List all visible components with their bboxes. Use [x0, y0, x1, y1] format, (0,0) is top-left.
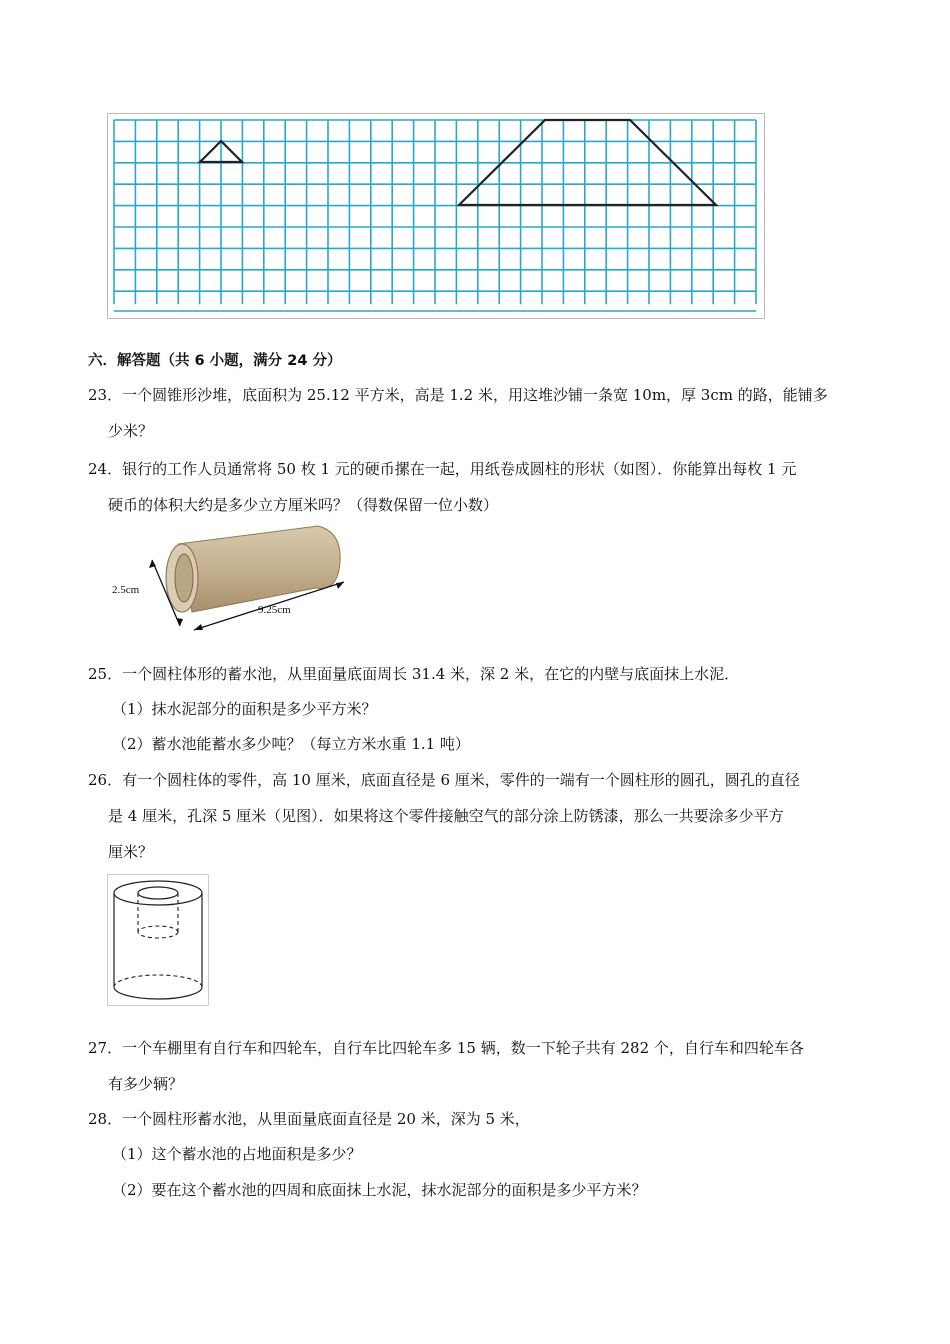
tube-hole — [175, 554, 193, 602]
q25-sub2: （2）蓄水池能蓄水多少吨？（每立方米水重 1.1 吨） — [112, 735, 470, 753]
outer-bottom-back-arc — [114, 975, 202, 987]
figure-border — [108, 875, 209, 1006]
q28-line1: 28．一个圆柱形蓄水池，从里面量底面直径是 20 米，深为 5 米， — [88, 1110, 530, 1128]
diameter-arrow-bottom — [176, 618, 183, 626]
hole-top-ellipse — [138, 887, 178, 899]
length-arrow-left — [194, 624, 203, 630]
q28-sub1: （1）这个蓄水池的占地面积是多少？ — [112, 1145, 362, 1163]
length-arrow-right — [336, 582, 344, 589]
q24-line2: 硬币的体积大约是多少立方厘米吗？（得数保留一位小数） — [108, 496, 499, 514]
q23-line2: 少米？ — [108, 422, 154, 440]
grid-border — [108, 114, 765, 319]
section-heading: 六．解答题（共 6 小题，满分 24 分） — [88, 353, 342, 369]
q25-sub1: （1）抹水泥部分的面积是多少平方米？ — [112, 700, 377, 718]
coin-roll-figure — [112, 522, 344, 634]
hole-bottom-ellipse — [138, 926, 178, 938]
tube-body — [178, 526, 340, 612]
outer-top-ellipse — [114, 881, 202, 905]
q27-line1: 27．一个车棚里有自行车和四轮车，自行车比四轮车多 15 辆，数一下轮子共有 282 个，自行车和四轮车各 — [88, 1039, 804, 1057]
q27-line2: 有多少辆？ — [108, 1075, 184, 1093]
q24-line1: 24．银行的工作人员通常将 50 枚 1 元的硬币摞在一起，用纸卷成圆柱的形状（如图）．你能算出每枚 1 元 — [88, 460, 797, 478]
q28-sub2: （2）要在这个蓄水池的四周和底面抹上水泥，抹水泥部分的面积是多少平方米？ — [112, 1181, 647, 1199]
q26-line3: 厘米？ — [108, 843, 154, 861]
cylinder-part-figure — [107, 874, 209, 1006]
diameter-label: 2.5cm — [112, 584, 140, 596]
outer-bottom-front-arc — [114, 987, 202, 999]
q26-line1: 26．有一个圆柱体的零件，高 10 厘米，底面直径是 6 厘米，零件的一端有一个圆柱形的圆孔，圆孔的直径 — [88, 771, 800, 789]
cylinder-part-svg — [107, 874, 209, 1006]
grid-svg — [107, 113, 765, 319]
q26-line2: 是 4 厘米，孔深 5 厘米（见图）．如果将这个零件接触空气的部分涂上防锈漆，那么一共要涂多少平方 — [108, 807, 784, 825]
coin-roll-svg — [112, 522, 344, 634]
q23-line1: 23．一个圆锥形沙堆，底面积为 25.12 平方米，高是 1.2 米，用这堆沙铺一条宽 10m，厚 3cm 的路，能铺多 — [88, 386, 828, 404]
grid-figure — [107, 113, 765, 319]
q25-line1: 25．一个圆柱体形的蓄水池，从里面量底面周长 31.4 米，深 2 米，在它的内壁与底面抹上水泥． — [88, 665, 740, 683]
length-label: 9.25cm — [258, 604, 291, 616]
